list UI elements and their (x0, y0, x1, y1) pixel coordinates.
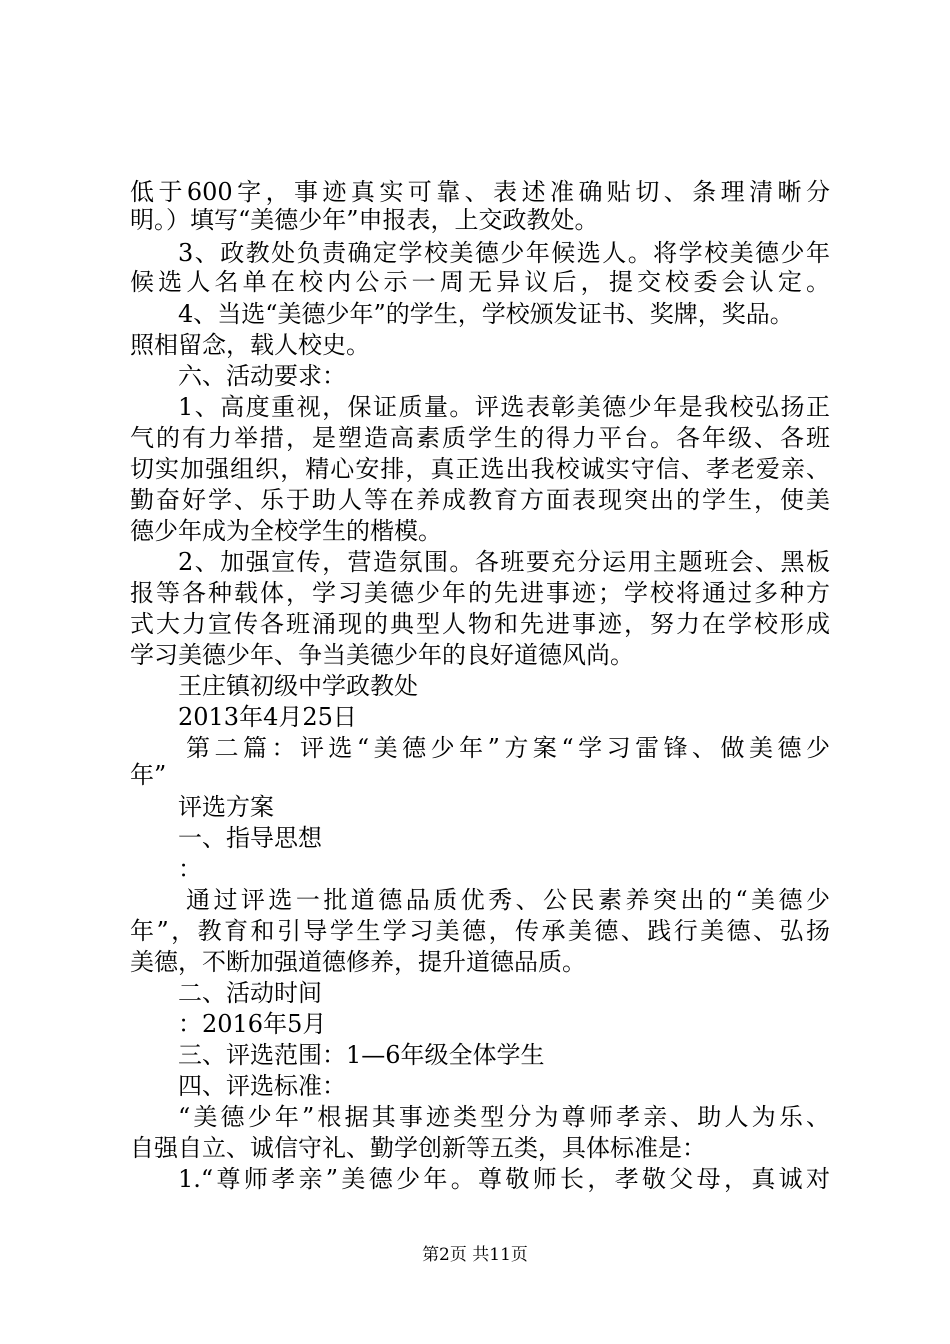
section-heading: 一、指导思想 (178, 824, 322, 852)
text-line: 学习美德少年、争当美德少年的良好道德风尚。 (130, 641, 634, 669)
text-line: 明。）填写“美德少年”申报表，上交政教处。 (130, 206, 599, 234)
section-heading: 二、活动时间 (178, 979, 322, 1007)
text-line: 照相留念，载人校史。 (130, 331, 370, 359)
chapter-title: 第二篇：评选“美德少年”方案“学习雷锋、做美德少 (186, 734, 830, 762)
text-line: 1、高度重视，保证质量。评选表彰美德少年是我校弘扬正 (178, 393, 830, 421)
text-line: 通过评选一批道德品质优秀、公民素养突出的“美德少 (186, 886, 830, 914)
section-heading: 六、活动要求： (178, 362, 346, 390)
text-line: ： (178, 855, 202, 883)
text-line: 报等各种载体，学习美德少年的先进事迹；学校将通过多种方 (130, 579, 830, 607)
page-footer: 第2页 共11页 (422, 1245, 528, 1265)
signature-date: 2013年4月25日 (178, 703, 357, 731)
text-line: 1.“尊师孝亲”美德少年。尊敬师长，孝敬父母，真诚对 (178, 1165, 830, 1193)
text-line: 式大力宣传各班涌现的典型人物和先进事迹，努力在学校形成 (130, 610, 830, 638)
section-heading: 四、评选标准： (178, 1072, 346, 1100)
text-line: 自强自立、诚信守礼、勤学创新等五类，具体标准是： (130, 1134, 706, 1162)
text-line: 2、加强宣传，营造氛围。各班要充分运用主题班会、黑板 (178, 548, 830, 576)
text-line: 美德，不断加强道德修养，提升道德品质。 (130, 948, 586, 976)
text-line: 气的有力举措，是塑造高素质学生的得力平台。各年级、各班 (130, 424, 830, 452)
text-line: 切实加强组织，精心安排，真正选出我校诚实守信、孝老爱亲、 (130, 455, 830, 483)
text-line: 勤奋好学、乐于助人等在养成教育方面表现突出的学生，使美 (130, 486, 830, 514)
section-heading: 三、评选范围：1—6年级全体学生 (178, 1041, 545, 1069)
text-line: 低于600字，事迹真实可靠、表述准确贴切、条理清晰分 (130, 178, 830, 206)
chapter-title-cont: 年” (130, 761, 167, 789)
text-line: 德少年成为全校学生的楷模。 (130, 517, 442, 545)
text-line: 候选人名单在校内公示一周无异议后，提交校委会认定。 (130, 268, 830, 296)
text-line: 4、当选“美德少年”的学生，学校颁发证书、奖牌，奖品。 (178, 300, 794, 328)
text-line: ：2016年5月 (178, 1010, 327, 1038)
text-line: “美德少年”根据其事迹类型分为尊师孝亲、助人为乐、 (178, 1103, 830, 1131)
text-line: 年”，教育和引导学生学习美德，传承美德、践行美德、弘扬 (130, 917, 830, 945)
section-heading: 评选方案 (178, 793, 274, 821)
signature-org: 王庄镇初级中学政教处 (178, 672, 418, 700)
text-line: 3、政教处负责确定学校美德少年候选人。将学校美德少年 (178, 239, 830, 267)
